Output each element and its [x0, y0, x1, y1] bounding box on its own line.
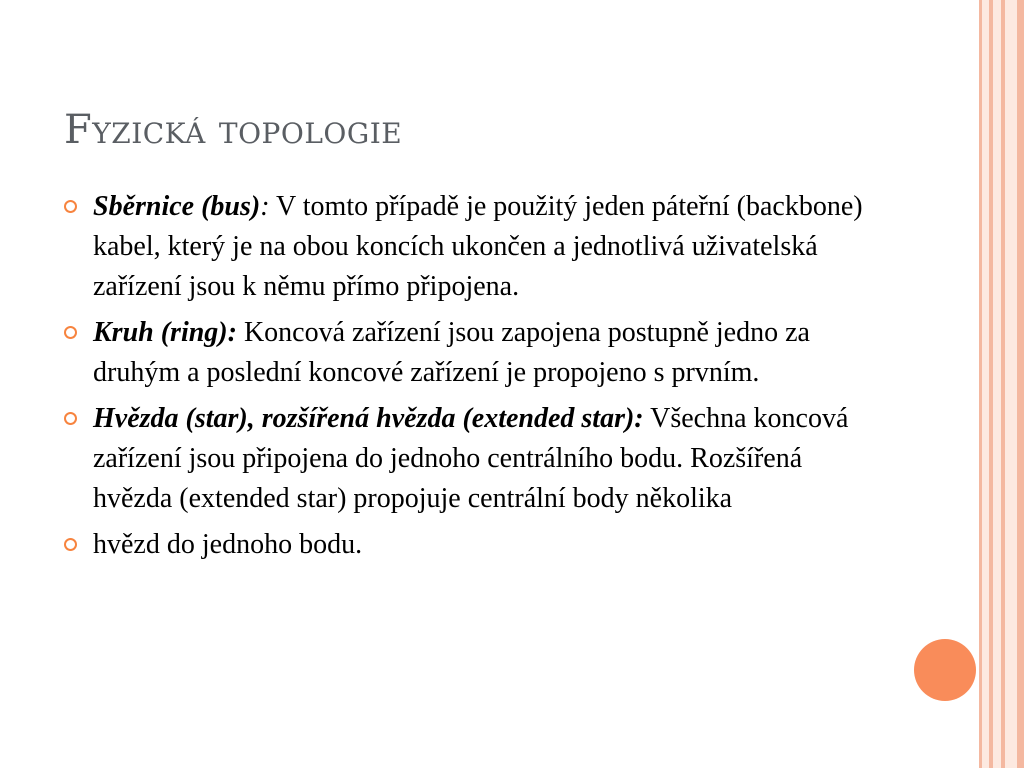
bullet-circle-icon [64, 412, 77, 425]
bullet-circle-icon [64, 200, 77, 213]
bullet-term-suffix: : [260, 191, 270, 222]
decorative-stripe [993, 0, 1001, 768]
bullet-text: Všechna koncová zařízení jsou připojena do jednoho centrálního bodu. Rozšířená hvězda (extended star) propojuje centrální body několika [93, 403, 849, 514]
bullet-text: Koncová zařízení jsou zapojena postupně jedno za druhým a poslední koncové zařízení je propojeno s prvním. [93, 317, 810, 388]
bullet-circle-icon [64, 326, 77, 339]
bullet-item-star [64, 399, 884, 519]
bullet-text: hvězd do jednoho bodu. [93, 529, 363, 560]
decorative-stripe [1017, 0, 1024, 768]
decorative-stripe [982, 0, 989, 768]
bullet-item-continuation [64, 525, 884, 565]
decorative-circle [914, 639, 976, 701]
bullet-item-bus [64, 187, 884, 307]
bullet-circle-icon [64, 538, 77, 551]
bullet-item-ring [64, 313, 884, 393]
bullet-term: Sběrnice (bus) [93, 191, 261, 222]
slide-title: Fyzická topologie [64, 107, 403, 153]
decorative-stripe [1005, 0, 1017, 768]
bullet-term: Kruh (ring): [93, 317, 237, 348]
bullet-term: Hvězda (star), rozšířená hvězda (extended star): [93, 403, 644, 434]
bullet-list [64, 187, 884, 571]
bullet-text: V tomto případě je použitý jeden páteřní (backbone) kabel, který je na obou koncích ukončen a jednotlivá uživatelská zařízení jsou k němu přímo připojena. [93, 191, 863, 302]
